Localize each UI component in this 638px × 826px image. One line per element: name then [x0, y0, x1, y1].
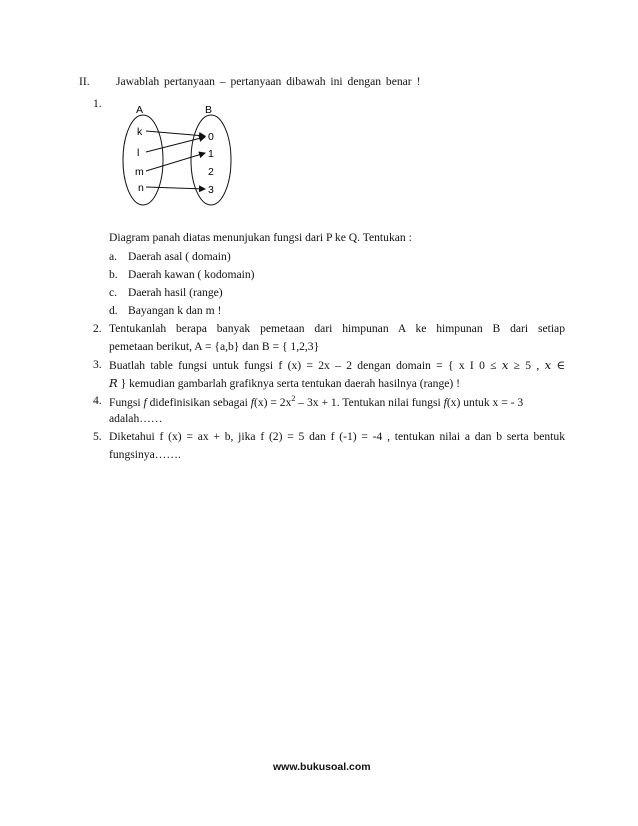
q1-number: 1. — [93, 97, 102, 110]
q1-intro: Diagram panah diatas menunjukan fungsi dari P ke Q. Tentukan : — [109, 231, 412, 244]
set-b-element: 2 — [208, 166, 214, 178]
set-a-element: k — [137, 126, 143, 138]
footer-url: www.bukusoal.com — [273, 761, 371, 773]
q5-number: 5. — [93, 430, 102, 443]
arrow-l — [146, 137, 205, 152]
section-instruction: Jawablah pertanyaan – pertanyaan dibawah ini dengan benar ! — [116, 75, 421, 88]
q1-item-letter: a. — [109, 250, 118, 263]
set-b-element: 0 — [208, 131, 214, 143]
set-b-element: 3 — [208, 184, 214, 196]
q3-line2: 𝑅 } kemudian gambarlah grafiknya serta tentukan daerah hasilnya (range) ! — [109, 377, 461, 390]
set-b-element: 1 — [208, 148, 214, 160]
set-a-element: l — [137, 147, 140, 159]
q5-line2: fungsinya……. — [109, 448, 181, 461]
q1-item-text: Daerah kawan ( kodomain) — [128, 268, 255, 281]
q3-line1: Buatlah table fungsi untuk fungsi f (x) = 2x – 2 dengan domain = { x I 0 ≤ 𝑥 ≥ 5 , 𝑥 ∈ — [109, 359, 565, 372]
arrow-diagram — [0, 0, 638, 230]
q1-item-letter: c. — [109, 286, 118, 299]
set-a-element: m — [135, 166, 144, 178]
q1-item-letter: b. — [109, 268, 118, 281]
arrow-k — [146, 131, 205, 136]
q1-item-text: Bayangan k dan m ! — [128, 304, 222, 317]
q1-item-text: Daerah asal ( domain) — [128, 250, 231, 263]
q2-line2: pemetaan berikut, A = {a,b} dan B = { 1,2,3} — [109, 340, 320, 353]
q2-number: 2. — [93, 322, 102, 335]
q3-number: 3. — [93, 358, 102, 371]
q2-line1: Tentukanlah berapa banyak pemetaan dari himpunan A ke himpunan B dari setiap — [109, 322, 565, 335]
q1-item-letter: d. — [109, 304, 118, 317]
set-b-label: B — [205, 104, 213, 116]
q5-line1: Diketahui f (x) = ax + b, jika f (2) = 5 dan f (-1) = -4 , tentukan nilai a dan b serta bentuk — [109, 430, 565, 443]
set-a-label: A — [136, 104, 144, 116]
set-a-element: n — [138, 182, 144, 194]
q4-line1: Fungsi f didefinisikan sebagai $f(x) = 2x^2 - 3x + 1$. Tentukan nilai fungsi f(x) untuk x = - 3 — [109, 394, 524, 409]
section-number: II. — [79, 75, 90, 88]
q4-number: 4. — [93, 394, 102, 407]
arrow-m — [146, 153, 205, 171]
q4-line2: adalah…… — [109, 412, 163, 425]
q1-item-text: Daerah hasil (range) — [128, 286, 223, 299]
arrow-n — [146, 187, 205, 189]
